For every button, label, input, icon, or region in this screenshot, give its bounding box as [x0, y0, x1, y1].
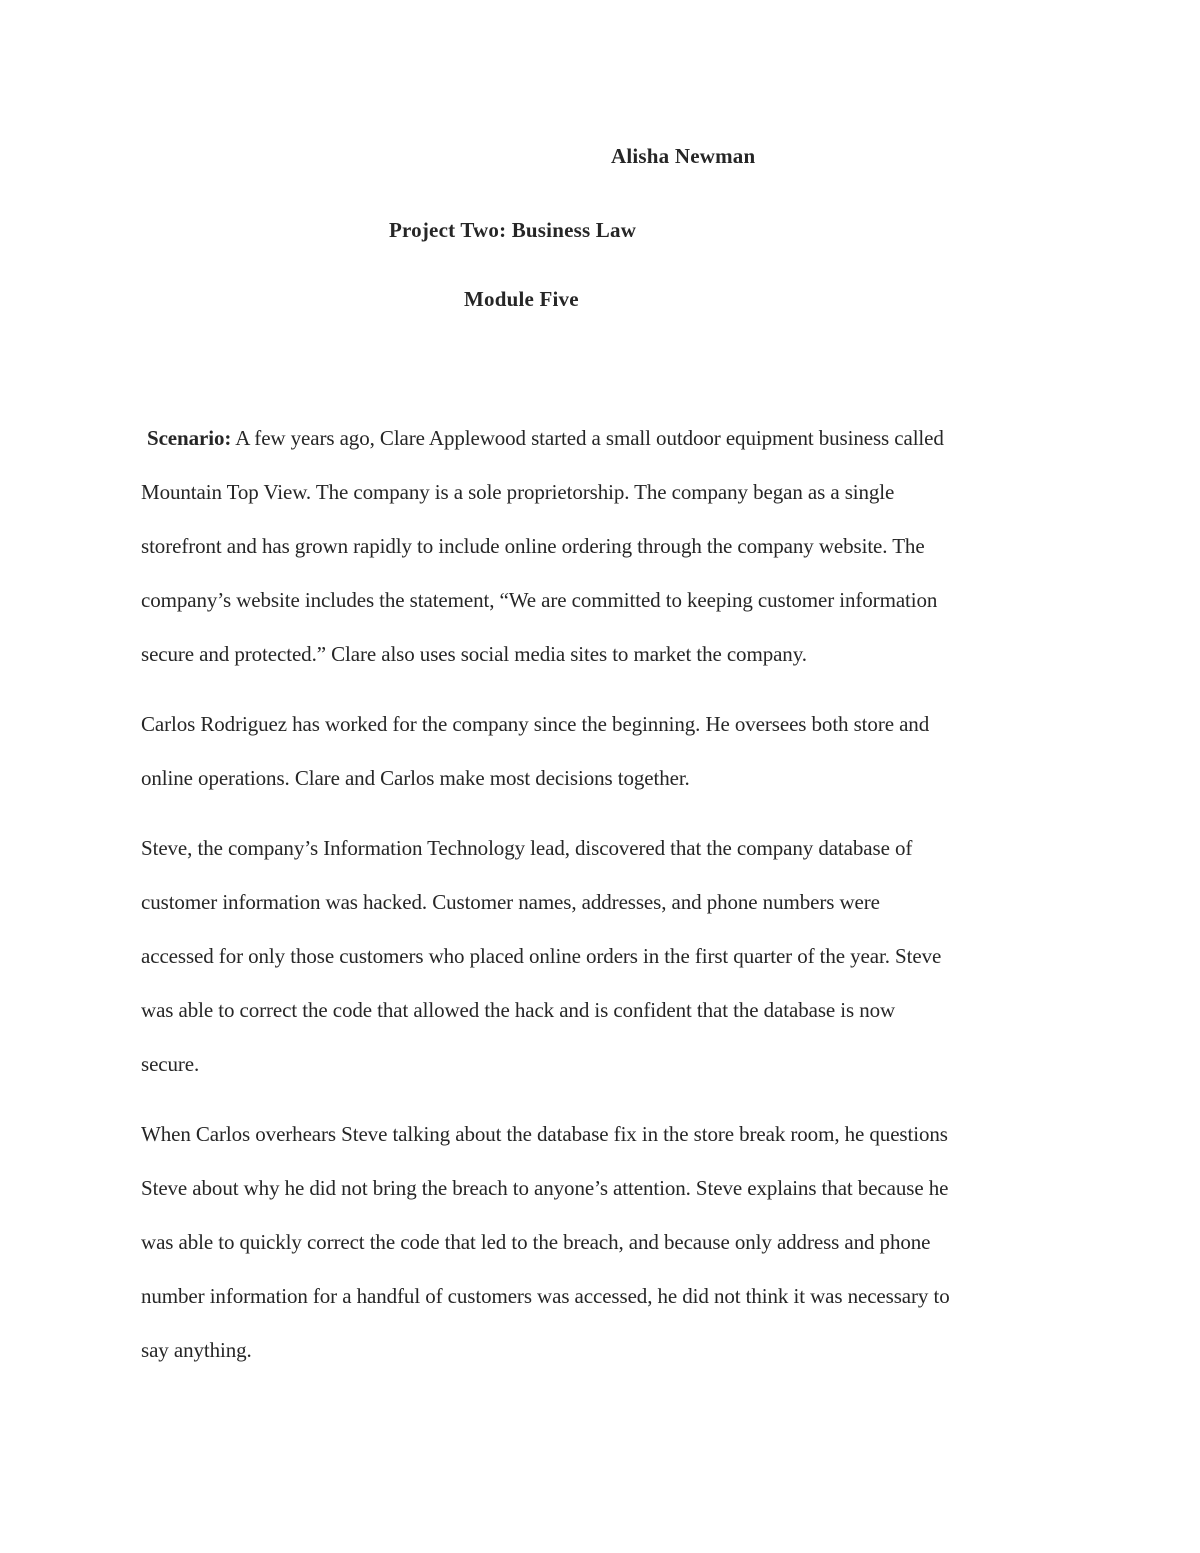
paragraph-line: storefront and has grown rapidly to include online ordering through the company website. The: [141, 534, 925, 558]
document-title: Project Two: Business Law: [389, 218, 637, 242]
scenario-label: Scenario:: [147, 426, 232, 450]
author-name: Alisha Newman: [611, 144, 756, 168]
paragraph-line: [141, 411, 1066, 465]
module-label: Module Five: [464, 287, 579, 311]
paragraph-line: was able to correct the code that allowed the hack and is confident that the database is now: [141, 998, 896, 1022]
line-text: A few years ago, Clare Applewood started a small outdoor equipment business called: [231, 426, 944, 450]
paragraph-carlos: [141, 697, 1066, 805]
paragraph-line: accessed for only those customers who placed online orders in the first quarter of the year. Steve: [141, 944, 942, 968]
paragraph-line: secure and protected.” Clare also uses social media sites to market the company.: [141, 642, 807, 666]
paragraph-line: say anything.: [141, 1338, 252, 1362]
paragraph-line: was able to quickly correct the code that led to the breach, and because only address and phone: [141, 1230, 931, 1254]
paragraph-line: When Carlos overhears Steve talking about the database fix in the store break room, he questions: [141, 1122, 948, 1146]
paragraph-line: online operations. Clare and Carlos make most decisions together.: [141, 766, 690, 790]
paragraph-line: company’s website includes the statement, “We are committed to keeping customer information: [141, 588, 938, 612]
paragraph-line: Steve about why he did not bring the breach to anyone’s attention. Steve explains that because he: [141, 1176, 949, 1200]
paragraph-line: number information for a handful of customers was accessed, he did not think it was necessary to: [141, 1284, 950, 1308]
paragraph-scenario: [141, 411, 1066, 681]
paragraph-line: secure.: [141, 1052, 200, 1076]
paragraph-steve: [141, 821, 1066, 1091]
paragraph-line: customer information was hacked. Customer names, addresses, and phone numbers were: [141, 890, 880, 914]
paragraph-line: Mountain Top View. The company is a sole proprietorship. The company began as a single: [141, 480, 895, 504]
paragraph-line: Carlos Rodriguez has worked for the company since the beginning. He oversees both store and: [141, 712, 930, 736]
paragraph-line: Steve, the company’s Information Technology lead, discovered that the company database of: [141, 836, 913, 860]
paragraph-overhears: [141, 1107, 1066, 1377]
